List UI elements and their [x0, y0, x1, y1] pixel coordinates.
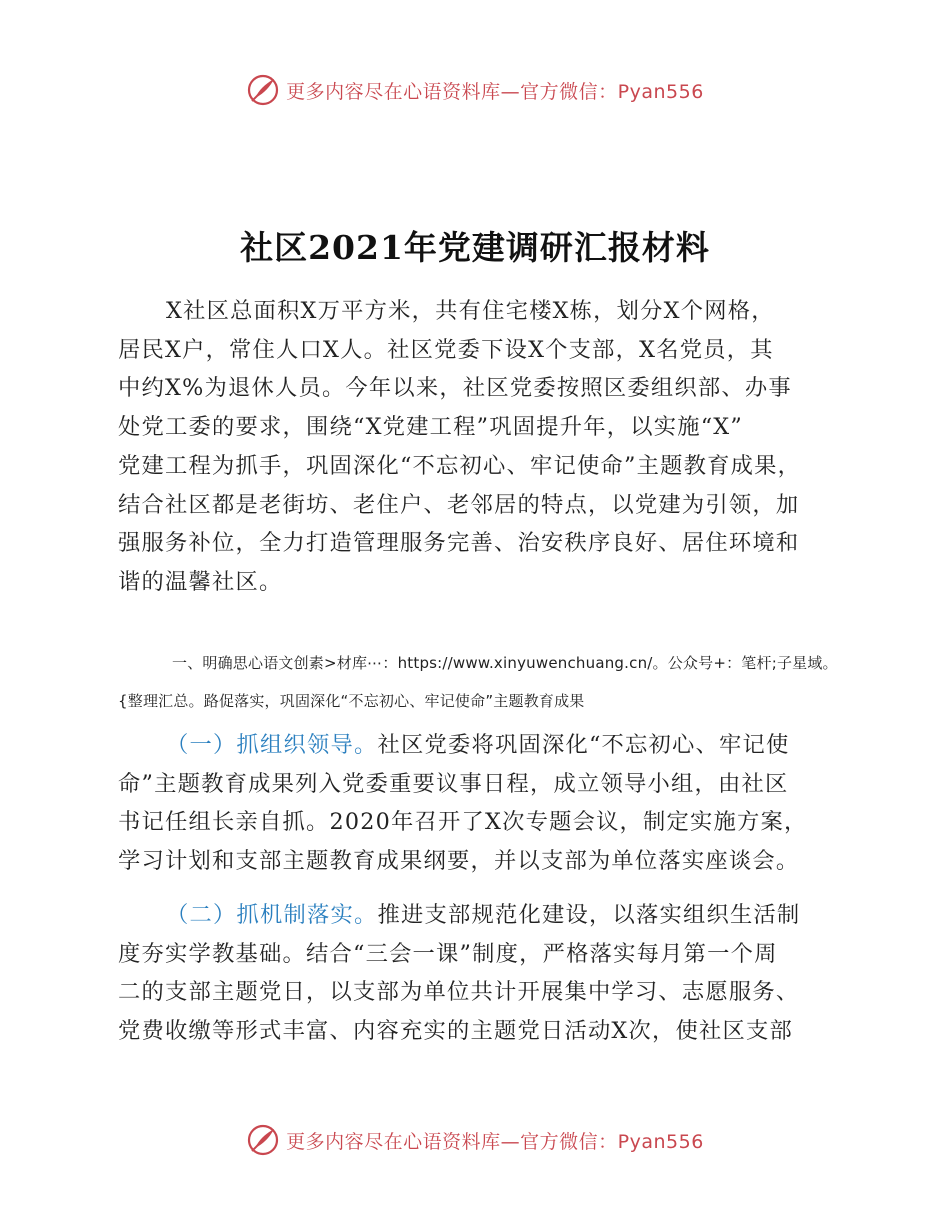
section-1-paragraph [118, 726, 848, 881]
banner-text: 更多内容尽在心语资料库—官方微信：Pyan556 [286, 80, 704, 103]
paragraph-line: 中约X%为退休人员。今年以来，社区党委按照区委组织部、办事 [118, 375, 792, 402]
document-title: 社区2021年党建调研汇报材料 [240, 228, 710, 267]
paragraph-line: 强服务补位，全力打造管理服务完善、治安秩序良好、居住环境和 [118, 530, 800, 557]
watermark-line-2: {整理汇总。路促落实，巩固深化“不忘初心、牢记使命”主题教育成果 [118, 692, 585, 710]
paragraph-line [118, 896, 848, 935]
intro-paragraph [118, 292, 848, 602]
paragraph-line: 学习计划和支部主题教育成果纲要，并以支部为单位落实座谈会。 [118, 848, 800, 875]
paragraph-line: 命”主题教育成果列入党委重要议事日程，成立领导小组，由社区 [118, 770, 789, 797]
paragraph-line: 二的支部主题党日，以支部为单位共计开展集中学习、志愿服务、 [118, 979, 800, 1006]
paragraph-line: 结合社区都是老街坊、老住户、老邻居的特点，以党建为引领，加 [118, 491, 800, 518]
section-1-heading: （一）抓组织领导。 [166, 732, 378, 758]
watermark-line-1: 一、明确思心语文创素>材库⋯：https://www.xinyuwenchuang.cn/。公众号+：笔杆;子星域。 [172, 654, 838, 672]
paragraph-line: 党费收缴等形式丰富、内容充实的主题党日活动X次，使社区支部 [118, 1018, 793, 1045]
paragraph-line: 书记任组长亲自抓。2020年召开了X次专题会议，制定实施方案， [118, 809, 808, 836]
quill-pen-logo-icon [246, 73, 280, 107]
paragraph-line [118, 726, 848, 765]
footer-banner [0, 1120, 950, 1160]
paragraph-line: 居民X户，常住人口X人。社区党委下设X个支部，X名党员，其 [118, 336, 774, 363]
header-banner [0, 70, 950, 110]
banner-text: 更多内容尽在心语资料库—官方微信：Pyan556 [286, 1130, 704, 1153]
paragraph-line: 谐的温馨社区。 [118, 568, 283, 595]
paragraph-line: 度夯实学教基础。结合“三会一课”制度，严格落实每月第一个周 [118, 940, 778, 967]
paragraph-line: 处党工委的要求，围绕“X党建工程”巩固提升年，以实施“X” [118, 414, 743, 441]
section-2-heading: （二）抓机制落实。 [166, 902, 378, 928]
paragraph-line: X社区总面积X万平方米，共有住宅楼X栋，划分X个网格， [166, 298, 775, 324]
section-2-first-text: 推进支部规范化建设，以落实组织生活制 [377, 902, 801, 928]
paragraph-line: 党建工程为抓手，巩固深化“不忘初心、牢记使命”主题教育成果， [118, 452, 802, 479]
quill-pen-logo-icon [246, 1123, 280, 1157]
section-2-paragraph [118, 896, 848, 1051]
section-1-first-text: 社区党委将巩固深化“不忘初心、牢记使 [377, 732, 790, 758]
